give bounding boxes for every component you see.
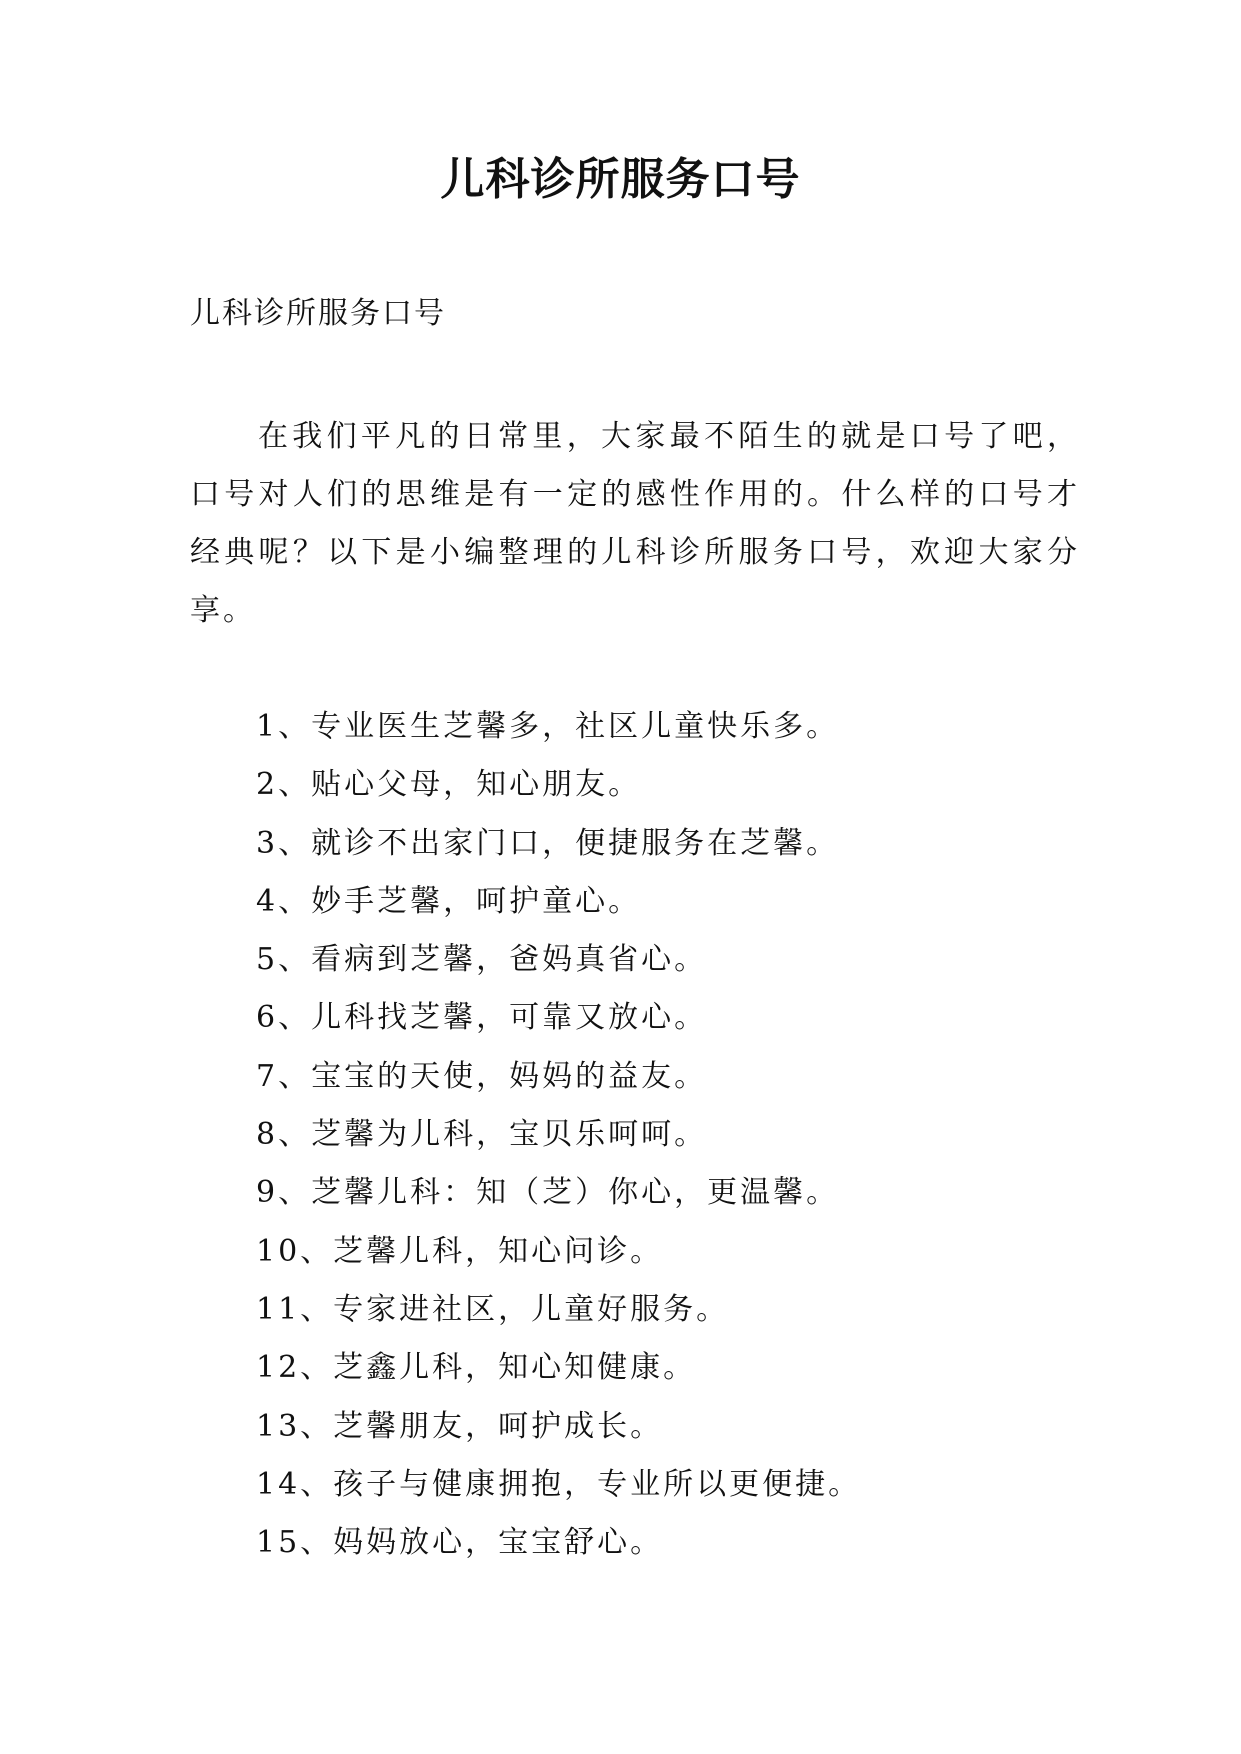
slogan-item: 3、就诊不出家门口，便捷服务在芝馨。 [256,825,840,861]
slogan-item: 13、芝馨朋友，呵护成长。 [256,1408,664,1444]
slogan-item: 4、妙手芝馨，呵护童心。 [256,883,642,919]
slogan-item: 7、宝宝的天使，妈妈的益友。 [256,1058,708,1094]
slogan-item: 5、看病到芝馨，爸妈真省心。 [256,942,708,978]
slogan-item: 11、专家进社区，儿童好服务。 [256,1291,730,1327]
slogan-item: 14、孩子与健康拥抱，专业所以更便捷。 [256,1466,862,1502]
slogan-list [256,698,861,1572]
slogan-item: 8、芝馨为儿科，宝贝乐呵呵。 [256,1117,708,1153]
intro-paragraph: 在我们平凡的日常里，大家最不陌生的就是口号了吧，口号对人们的思维是有一定的感性作用的。什么样的口号才经典呢？以下是小编整理的儿科诊所服务口号，欢迎大家分享。 [190,419,1080,628]
slogan-item: 12、芝鑫儿科，知心知健康。 [256,1350,697,1386]
slogan-item: 2、贴心父母，知心朋友。 [256,767,642,803]
slogan-item: 10、芝馨儿科，知心问诊。 [256,1233,664,1269]
slogan-item: 9、芝馨儿科：知（芝）你心，更温馨。 [256,1175,840,1211]
document-subtitle: 儿科诊所服务口号 [190,296,446,331]
document-title: 儿科诊所服务口号 [440,154,801,205]
slogan-item: 6、儿科找芝馨，可靠又放心。 [256,1000,708,1036]
slogan-item: 1、专业医生芝馨多，社区儿童快乐多。 [256,709,840,744]
slogan-item: 15、妈妈放心，宝宝舒心。 [256,1525,664,1561]
